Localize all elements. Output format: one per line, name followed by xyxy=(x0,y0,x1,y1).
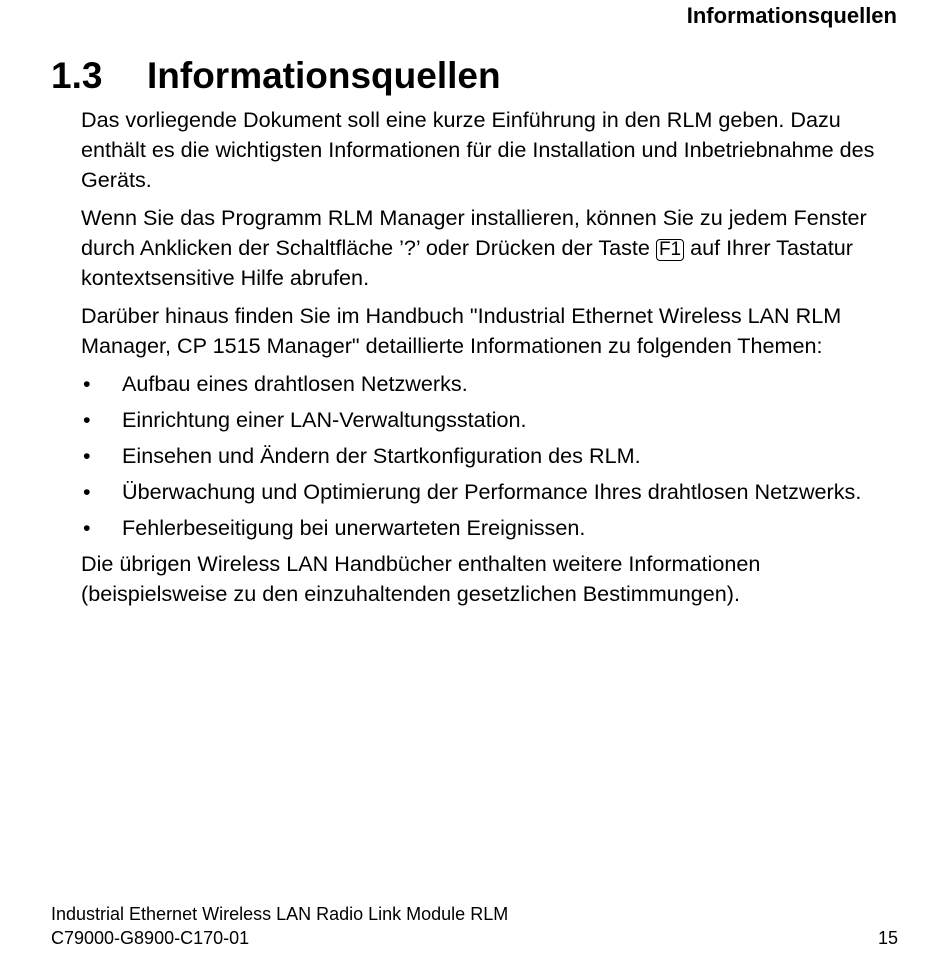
list-item-text: Fehlerbeseitigung bei unerwarteten Ereignissen. xyxy=(122,515,586,540)
manual-paragraph: Darüber hinaus finden Sie im Handbuch "Industrial Ethernet Wireless LAN RLM Manager, CP 1515 Manager" detaillierte Informationen zu folgenden Themen: xyxy=(81,303,842,358)
f1-key: F1 xyxy=(656,239,684,261)
bullet-icon: • xyxy=(83,407,91,432)
intro-paragraph: Das vorliegende Dokument soll eine kurze Einführung in den RLM geben. Dazu enthält es die wichtigsten Informationen für die Installation und Inbetriebnahme des Geräts. xyxy=(81,107,875,192)
help-text-before: Wenn Sie das Programm RLM Manager installieren, können Sie zu jedem Fenster durch Anklicken der Schaltfläche ’?’ oder Drücken der Taste xyxy=(81,205,867,260)
bullet-icon: • xyxy=(83,371,91,396)
help-text-after: auf Ihrer Tastatur kontextsensitive Hilfe abrufen. xyxy=(81,235,853,290)
closing-paragraph: Die übrigen Wireless LAN Handbücher enthalten weitere Informationen (beispielsweise zu den einzuhaltenden gesetzlichen Bestimmungen). xyxy=(81,551,761,606)
topic-list xyxy=(81,369,896,543)
list-item-text: Überwachung und Optimierung der Performance Ihres drahtlosen Netzwerks. xyxy=(122,479,862,504)
manual-title: Industrial Ethernet Wireless LAN Radio Link Module RLM xyxy=(51,904,509,924)
order-number: C79000-G8900-C170-01 xyxy=(51,928,250,948)
page-footer xyxy=(51,902,898,950)
page-number: 15 xyxy=(877,928,898,948)
body-content xyxy=(81,105,896,617)
bullet-icon: • xyxy=(83,443,91,468)
list-item xyxy=(81,513,896,543)
list-item-text: Aufbau eines drahtlosen Netzwerks. xyxy=(122,371,468,396)
bullet-icon: • xyxy=(83,515,91,540)
running-header: Informationsquellen xyxy=(686,3,897,28)
section-heading xyxy=(51,54,501,98)
bullet-icon: • xyxy=(83,479,91,504)
list-item xyxy=(81,369,896,399)
section-number: 1.3 xyxy=(51,55,103,96)
list-item-text: Einsehen und Ändern der Startkonfiguration des RLM. xyxy=(122,443,641,468)
list-item xyxy=(81,405,896,435)
help-paragraph xyxy=(81,203,896,293)
list-item xyxy=(81,477,896,507)
list-item-text: Einrichtung einer LAN-Verwaltungsstation. xyxy=(122,407,527,432)
section-title: Informationsquellen xyxy=(147,55,501,96)
list-item xyxy=(81,441,896,471)
